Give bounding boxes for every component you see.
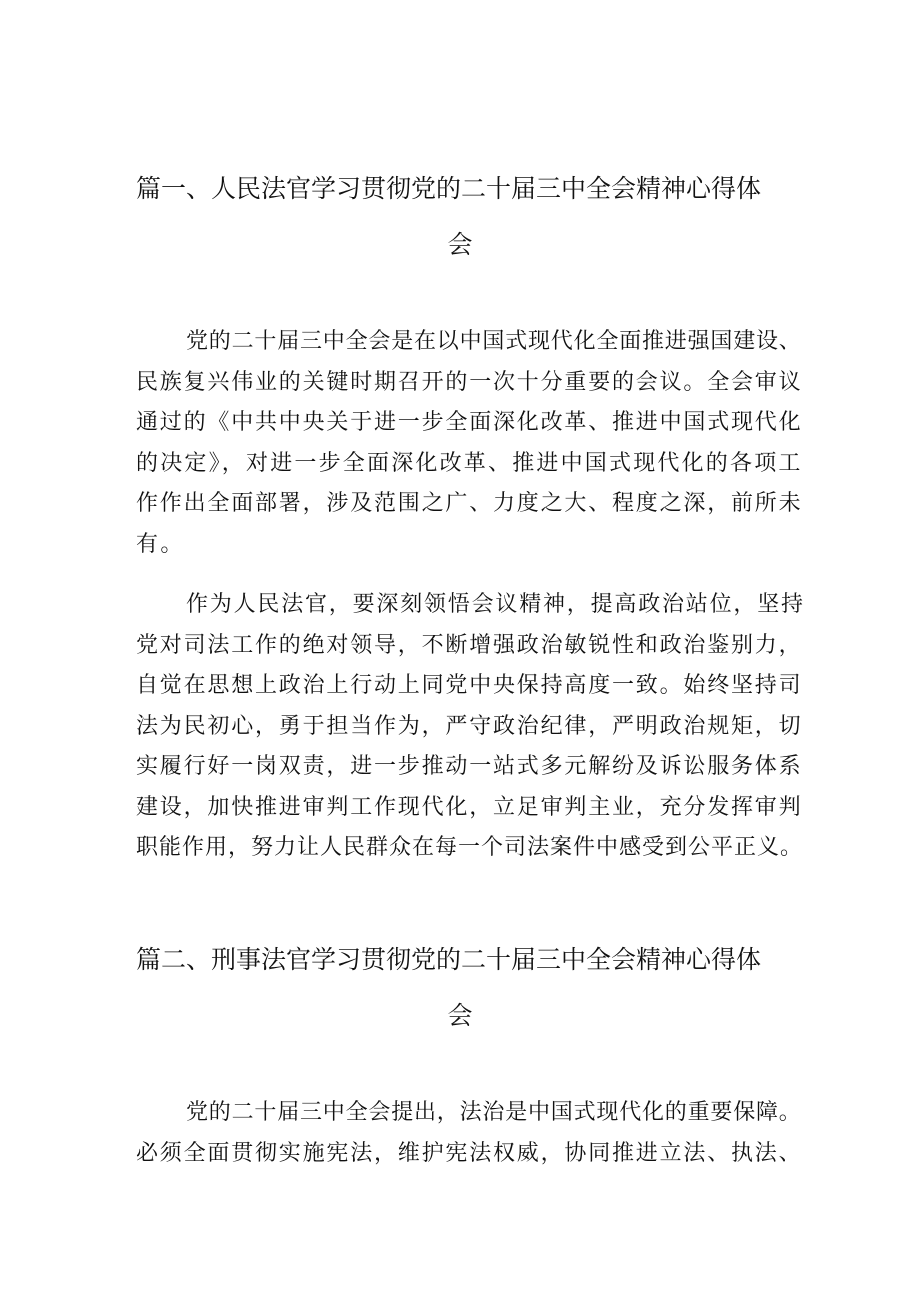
text-line: 自觉在思想上政治上行动上同党中央保持高度一致。始终坚持司	[136, 673, 803, 698]
text-line: 法为民初心，勇于担当作为，严守政治纪律，严明政治规矩，切	[136, 713, 803, 739]
text-line: 党对司法工作的绝对领导，不断增强政治敏锐性和政治鉴别力，	[136, 632, 803, 658]
text-line: 作作出全面部署，涉及范围之广、力度之大、程度之深，前所未	[136, 491, 803, 516]
text-line: 的决定》，对进一步全面深化改革、推进中国式现代化的各项工	[136, 450, 803, 476]
text-line: 职能作用，努力让人民群众在每一个司法案件中感受到公平正义。	[136, 835, 804, 860]
text-line: 建设，加快推进审判工作现代化，立足审判主业，充分发挥审判	[136, 794, 803, 820]
section-2-title: 篇二、刑事法官学习贯彻党的二十届三中全会精神心得体	[136, 945, 762, 974]
text-line: 作为人民法官，要深刻领悟会议精神，提高政治站位，坚持	[186, 592, 805, 617]
section-1-paragraph-1	[136, 322, 806, 565]
section-2-paragraph-1	[136, 1093, 806, 1174]
section-1-paragraph-2	[136, 585, 806, 869]
section-2-title-continued: 会	[447, 1001, 473, 1030]
text-line: 党的二十届三中全会是在以中国式现代化全面推进强国建设、	[186, 329, 802, 354]
text-line: 党的二十届三中全会提出，法治是中国式现代化的重要保障。	[186, 1100, 802, 1125]
text-line: 有。	[136, 531, 185, 557]
text-line: 必须全面贯彻实施宪法，维护宪法权威，协同推进立法、执法、	[136, 1140, 803, 1166]
section-1-title-continued: 会	[447, 230, 473, 259]
text-line: 通过的《中共中央关于进一步全面深化改革、推进中国式现代化	[136, 410, 803, 435]
text-line: 民族复兴伟业的关键时期召开的一次十分重要的会议。全会审议	[136, 369, 803, 395]
text-line: 实履行好一岗双责，进一步推动一站式多元解纷及诉讼服务体系	[136, 754, 803, 779]
section-1-title: 篇一、人民法官学习贯彻党的二十届三中全会精神心得体	[136, 174, 762, 203]
